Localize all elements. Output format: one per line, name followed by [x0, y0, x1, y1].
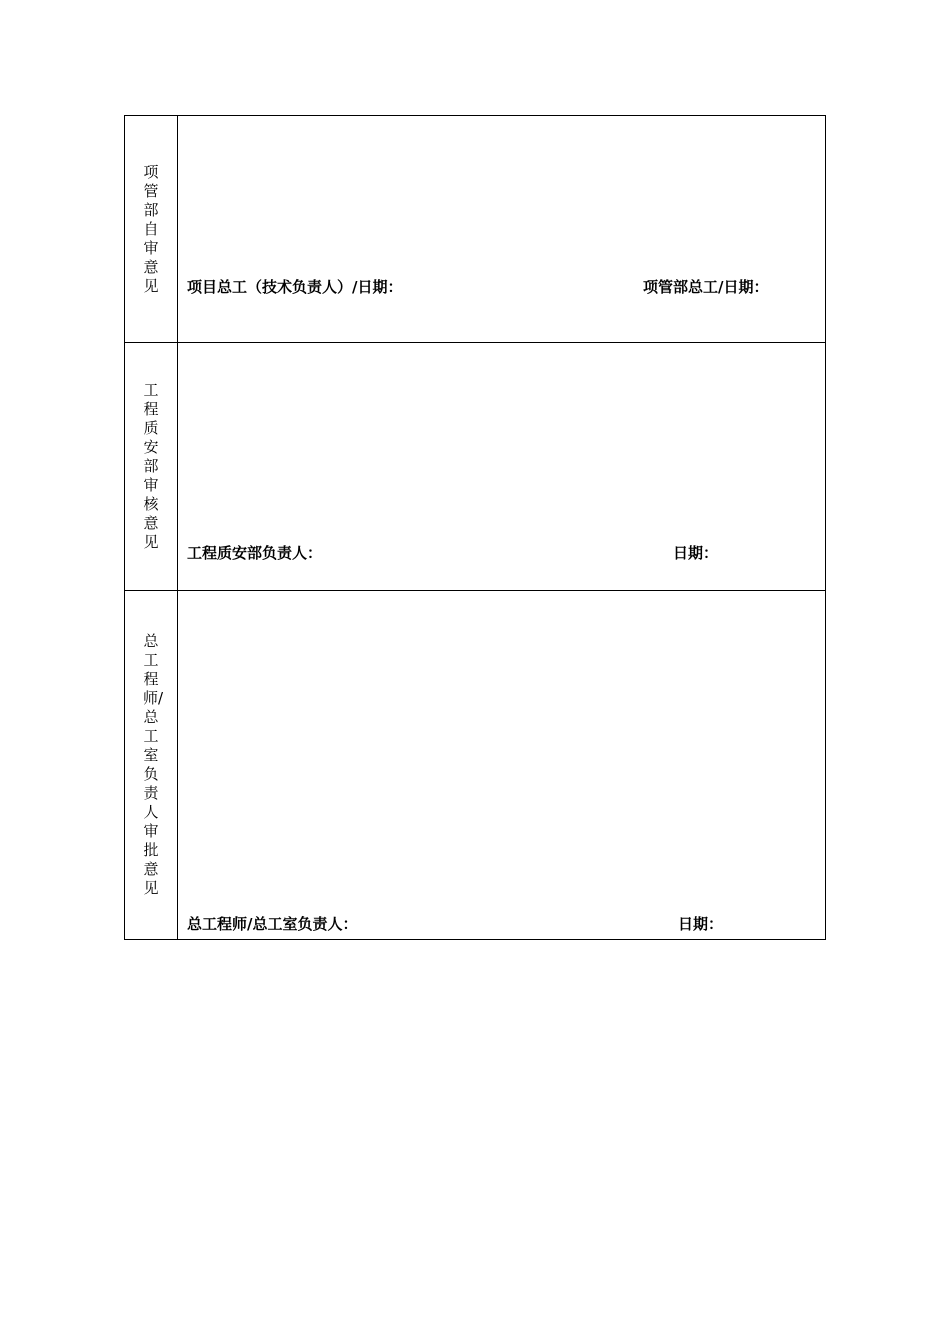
section-label-cell — [125, 343, 178, 591]
signature-project-chief-engineer: 项目总工（技术负责人）/日期： — [187, 278, 403, 296]
table-row — [125, 116, 826, 343]
opinion-area-quality-safety-review[interactable] — [178, 343, 826, 591]
signature-chief-engineer: 总工程师/总工室负责人： — [187, 915, 358, 933]
section-label-cell — [125, 116, 178, 343]
signature-date: 日期： — [678, 915, 724, 933]
section-label-chief-engineer-approval: 总工程师/总工室负责人审批意见 — [143, 632, 164, 897]
table-row — [125, 343, 826, 591]
section-label-project-self-review: 项管部自审意见 — [143, 162, 159, 295]
section-label-cell — [125, 591, 178, 940]
signature-project-dept-chief: 项管部总工/日期： — [643, 278, 769, 296]
section-label-quality-safety-review: 工程质安部审核意见 — [143, 381, 159, 551]
signature-date: 日期： — [673, 544, 719, 562]
table-row — [125, 591, 826, 940]
signature-quality-safety-head: 工程质安部负责人： — [187, 544, 323, 562]
opinion-area-chief-engineer-approval[interactable] — [178, 591, 826, 940]
approval-form-table — [124, 115, 826, 940]
opinion-area-project-self-review[interactable] — [178, 116, 826, 343]
